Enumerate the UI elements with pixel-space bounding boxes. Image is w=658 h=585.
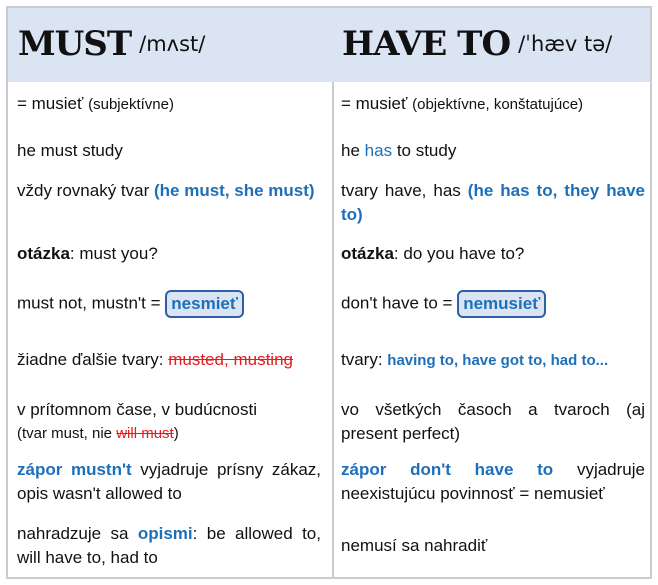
have-to-meaning: = musieť (objektívne, konštatujúce): [341, 94, 584, 113]
have-to-question: otázka: do you have to?: [341, 244, 525, 263]
have-to-negative: don't have to = nemusieť: [341, 290, 645, 318]
comparison-table: [6, 6, 652, 579]
must-forms: vždy rovnaký tvar (he must, she must): [17, 181, 315, 200]
have-to-forms: tvary have, has (he has to, they have to): [341, 181, 645, 224]
have-to-example: he has to study: [341, 141, 457, 160]
have-to-ipa: /ˈhæv tə/: [518, 32, 613, 56]
must-example: he must study: [17, 141, 123, 160]
header-have-to: [342, 24, 612, 64]
must-ipa: /mʌst/: [139, 32, 206, 56]
have-to-replace: nemusí sa nahradiť: [341, 536, 488, 555]
must-question: otázka: must you?: [17, 244, 158, 263]
must-tense: v prítomnom čase, v budúcnosti: [17, 400, 258, 419]
header-must: [18, 24, 205, 64]
must-title: MUST: [18, 24, 132, 64]
have-to-other-forms: tvary: having to, have got to, had to...: [341, 350, 609, 369]
must-replace: nahradzuje sa opismi: be allowed to, will have to, had to: [17, 524, 321, 567]
must-tense-note: (tvar must, nie will must): [17, 425, 179, 442]
column-divider: [332, 82, 334, 577]
must-zapor: zápor mustn't vyjadruje prísny zákaz, opis wasn't allowed to: [17, 460, 321, 503]
table-header: [8, 8, 650, 82]
have-to-tense: vo všetkých časoch a tvaroch (aj present perfect): [341, 400, 645, 443]
must-other-forms: žiadne ďalšie tvary: musted, musting: [17, 350, 293, 369]
must-meaning: = musieť (subjektívne): [17, 94, 174, 113]
nemusiet-badge: nemusieť: [457, 290, 546, 318]
have-to-title: HAVE TO: [342, 24, 511, 64]
have-to-zapor: zápor don't have to vyjadruje neexistujúcu povinnosť = nemusieť: [341, 460, 645, 503]
must-negative: must not, mustn't = nesmieť: [17, 290, 321, 318]
nesmiet-badge: nesmieť: [165, 290, 244, 318]
